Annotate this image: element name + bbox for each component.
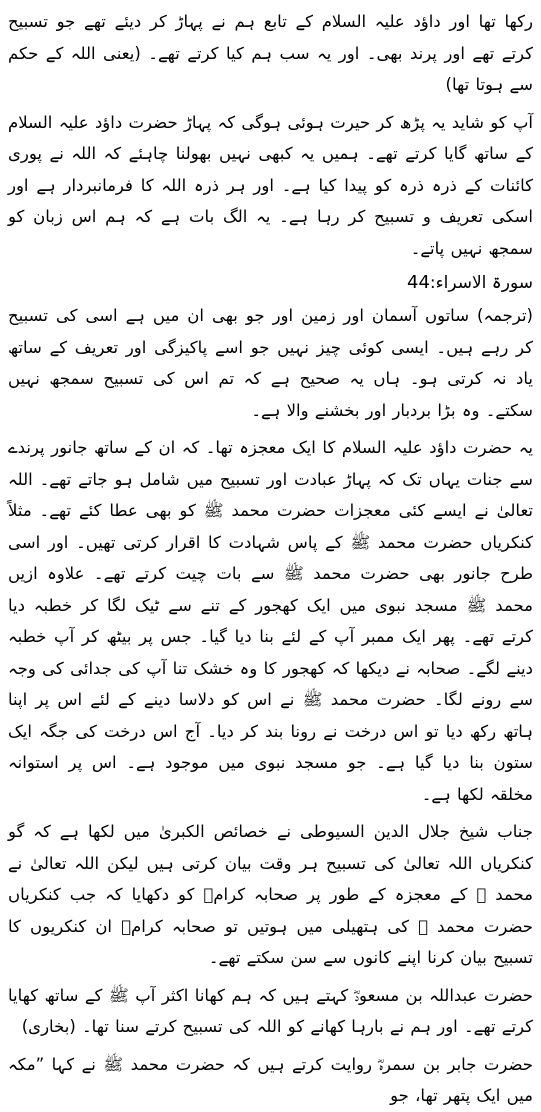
ayah-number: 44 <box>407 272 430 293</box>
paragraph-dawood-mountains: رکھا تھا اور داؤد علیہ السلام کے تابع ہم نے پہاڑ کر دیئے تھے جو تسبیح کرتے تھے اور پرند بھی۔ اور یہ سب ہم کیا کرتے تھے۔ (یعنی اللہ کے حکم سے ہوتا تھا) <box>8 12 533 94</box>
quran-reference <box>8 270 533 296</box>
paragraph-suyuti: جناب شیخ جلال الدین السیوطی نے خصائص الکبریٰ میں لکھا ہے کہ گو کنکریاں اللہ تعالیٰ کی تسبیح ہر وقت بیان کرتی ہیں لیکن اللہ تعالیٰ نے محمد ﷺ کے معجزہ کے طور پر صحابہ کرامؓ کو دکھایا کہ جب کنکریاں حضرت محمد ﷺ کی ہتھیلی میں ہوتیں تو صحابہ کرامؓ ان کنکریوں کا تسبیح بیان کرنا اپنے کانوں سے سن سکتے تھے۔ <box>8 822 533 967</box>
paragraph-jabir: حضرت جابر بن سمرہؓ روایت کرتے ہیں کہ حضرت محمد ﷺ نے کہا ”مکہ میں ایک پتھر تھا، جو <box>8 1054 533 1105</box>
paragraph-ibn-masud: حضرت عبداللہ بن مسعودؓ کہتے ہیں کہ ہم کھانا اکثر آپ ﷺ کے ساتھ کھایا کرتے تھے۔ اور ہم نے بارہا کھانے کو اللہ کی تسبیح کرتے سنا تھا۔ (بخاری) <box>8 985 533 1036</box>
surah-name: سورۃ الاسراء: <box>429 273 533 293</box>
paragraph-creation-praise: آپ کو شاید یہ پڑھ کر حیرت ہوئی ہوگی کہ پہاڑ حضرت داؤد علیہ السلام کے ساتھ گایا کرتے تھے۔ ہمیں یہ کبھی نہیں بھولنا چاہئے کہ اللہ نے پوری کائنات کے ذرہ ذرہ کو پیدا کیا ہے۔ اور ہر ذرہ اللہ کا فرمانبردار ہے اور اسکی تعریف و تسبیح کر رہا ہے۔ یہ الگ بات ہے کہ ہم اس زبان کو سمجھ نہیں پاتے۔ <box>8 112 533 258</box>
paragraph-miracles: یہ حضرت داؤد علیہ السلام کا ایک معجزہ تھا۔ کہ ان کے ساتھ جانور پرندے سے جنات یہاں تک کہ پہاڑ عبادت اور تسبیح میں شامل ہو جاتے تھے۔ اللہ تعالیٰ نے ایسے کئی معجزات حضرت محمد ﷺ کو بھی عطا کئے تھے۔ مثلاً کنکریاں حضرت محمد ﷺ کے پاس شہادت کا اقرار کرتی تھیں۔ اور اسی طرح جانور بھی حضرت محمد ﷺ سے بات چیت کرتے تھے۔ علاوہ ازیں محمد ﷺ مسجد نبوی میں ایک کھجور کے تنے سے ٹیک لگا کر خطبہ دیا کرتے تھے۔ پھر ایک ممبر آپ کے لئے بنا دیا گیا۔ جس پر بیٹھ کر آپ خطبہ دینے لگے۔ صحابہ نے دیکھا کہ کھجور کا وہ خشک تنا آپ کی جدائی کی وجہ سے رونے لگا۔ حضرت محمد ﷺ نے اس کو دلاسا دینے کے لئے اس پر اپنا ہاتھ رکھ دیا تو اس درخت نے رونا بند کر دیا۔ آج اس درخت کی جگہ ایک ستون بنا دیا گیا ہے۔ جو مسجد نبوی میں موجود ہے۔ اس پر استوانہ مخلقہ لکھا ہے۔ <box>8 438 533 804</box>
paragraph-translation: (ترجمہ) ساتوں آسمان اور زمین اور جو بھی ان میں ہے اسی کی تسبیح کر رہے ہیں۔ ایسی کوئی چیز نہیں جو اسے پاکیزگی اور تعریف کے ساتھ یاد نہ کرتی ہو۔ ہاں یہ صحیح ہے کہ تم اس کی تسبیح سمجھ نہیں سکتے۔ وہ بڑا بردبار اور بخشنے والا ہے۔ <box>8 306 533 420</box>
